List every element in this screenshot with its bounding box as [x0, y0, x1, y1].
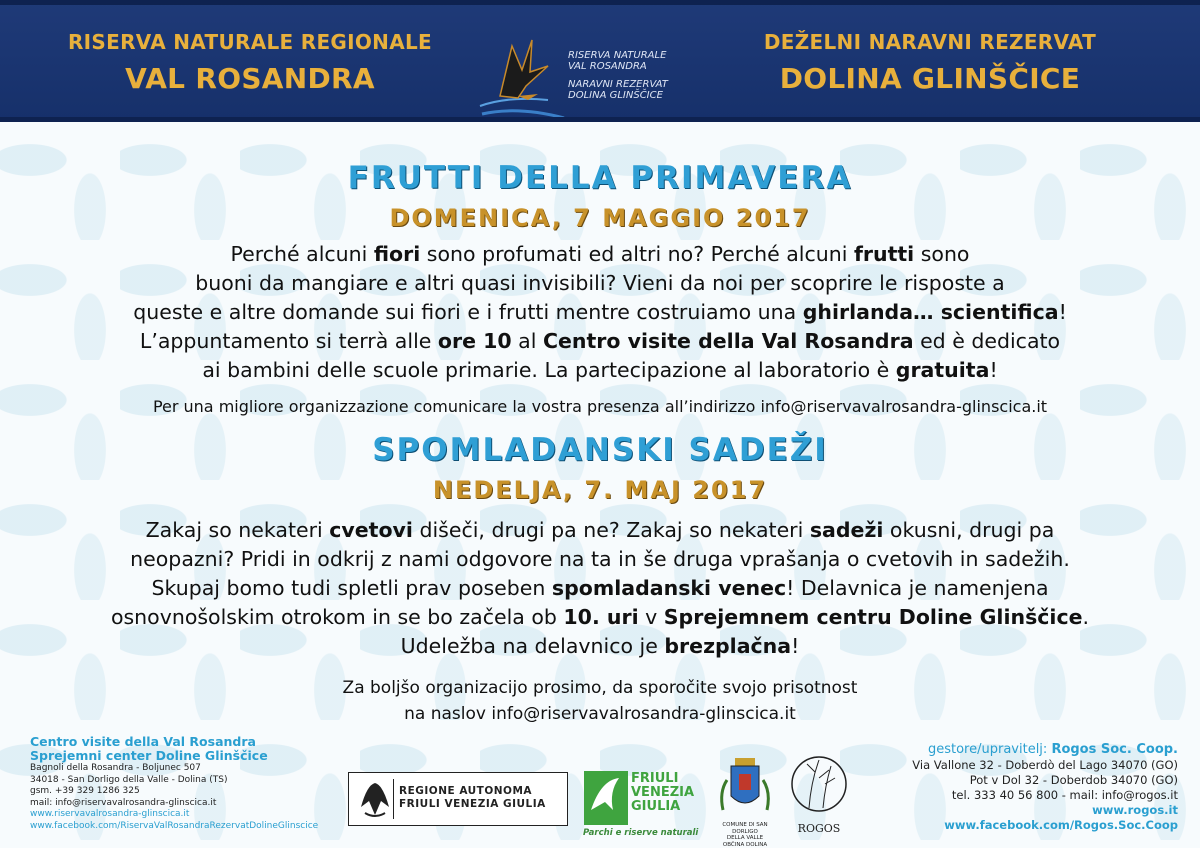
italian-paragraph-line: [40, 327, 1160, 356]
italian-paragraph-line: [40, 356, 1160, 385]
rogos-logo: [786, 752, 852, 842]
header-banner: [0, 0, 1200, 122]
slovenian-paragraph: [40, 516, 1160, 661]
italian-date: DOMENICA, 7 MAGGIO 2017: [389, 204, 811, 232]
italian-paragraph-text: al: [511, 329, 543, 353]
slovenian-paragraph-emphasis: 10. uri: [563, 605, 639, 629]
logo-text-1: RISERVA NATURALE: [568, 50, 667, 61]
parks-logo: [583, 770, 699, 838]
reserve-logo: [478, 36, 688, 122]
italian-title: FRUTTI DELLA PRIMAVERA: [347, 160, 853, 196]
slovenian-paragraph-text: ! Delavnica je namenjena: [786, 576, 1049, 600]
visitor-center-address1: Bagnoli della Rosandra - Boljunec 507: [30, 763, 201, 773]
slovenian-paragraph-text: neopazni? Pridi in odkrij z nami odgovore na ta in še druga vprašanja o cvetovih in sadežih.: [130, 547, 1070, 571]
header-left-title: [40, 30, 460, 95]
slovenian-paragraph-line: [40, 574, 1160, 603]
eagle-icon: [355, 777, 395, 821]
italian-paragraph-emphasis: fiori: [373, 242, 421, 266]
slovenian-paragraph-emphasis: sadeži: [809, 518, 884, 542]
parks-word-2: VENEZIA: [631, 785, 695, 800]
slovenian-paragraph-emphasis: cvetovi: [329, 518, 413, 542]
italian-paragraph-text: sono profumati ed altri no? Perché alcuni: [420, 242, 854, 266]
parks-word-1: FRIULI: [631, 771, 679, 786]
slovenian-note-line1: Za boljšo organizacijo prosimo, da sporočite svojo prisotnost: [342, 678, 858, 698]
bat-logo-icon: [478, 36, 568, 122]
visitor-center-facebook-link[interactable]: www.facebook.com/RiservaValRosandraRezervatDolineGlinscice: [30, 820, 319, 831]
header-right-line2: DOLINA GLINŠČICE: [779, 62, 1081, 95]
manager-name: Rogos Soc. Coop.: [1051, 742, 1178, 757]
header-right-title: [720, 30, 1140, 95]
slovenian-paragraph-text: osnovnošolskim otrokom in se bo začela ob: [110, 605, 564, 629]
slovenian-note-line2: na naslov info@riservavalrosandra-glinscica.it: [404, 704, 796, 724]
italian-paragraph-emphasis: frutti: [853, 242, 915, 266]
italian-paragraph-text: Perché alcuni: [230, 242, 374, 266]
comune-logo: [712, 752, 778, 848]
italian-paragraph-emphasis: gratuita: [895, 358, 990, 382]
italian-paragraph-text: sono: [914, 242, 970, 266]
slovenian-paragraph-text: dišeči, drugi pa ne? Zakaj so nekateri: [412, 518, 810, 542]
slovenian-paragraph-text: .: [1082, 605, 1090, 629]
slovenian-paragraph-text: Skupaj bomo tudi spletli prav poseben: [151, 576, 552, 600]
logo-text-2: VAL ROSANDRA: [568, 61, 647, 72]
slovenian-paragraph-line: [40, 632, 1160, 661]
header-top-band: [0, 0, 1200, 5]
slovenian-paragraph-line: [40, 545, 1160, 574]
italian-paragraph-text: queste e altre domande sui fiori e i frutti mentre costruiamo una: [133, 300, 803, 324]
slovenian-paragraph-text: !: [791, 634, 800, 658]
italian-note: Per una migliore organizzazione comunicare la vostra presenza all’indirizzo info@riservavalrosandra-glinscica.it: [152, 397, 1048, 416]
coat-of-arms-icon: [715, 752, 775, 820]
logo-text-3: NARAVNI REZERVAT: [568, 79, 668, 90]
italian-paragraph-emphasis: ghirlanda… scientifica: [802, 300, 1059, 324]
italian-paragraph-text: ai bambini delle scuole primarie. La partecipazione al laboratorio è: [202, 358, 896, 382]
manager-facebook-link[interactable]: www.facebook.com/Rogos.Soc.Coop: [944, 818, 1178, 832]
region-fvg-logo: [348, 772, 568, 826]
region-logo-text: [399, 785, 546, 811]
manager-info: [858, 742, 1178, 833]
visitor-center-website-link[interactable]: www.riservavalrosandra-glinscica.it: [30, 809, 190, 819]
visitor-center-title-sl: Sprejemni center Doline Glinščice: [30, 748, 268, 763]
italian-paragraph: [40, 240, 1160, 385]
italian-paragraph-emphasis: ore 10: [437, 329, 512, 353]
manager-address2: Pot v Dol 32 - Doberdob 34070 (GO): [969, 773, 1178, 787]
slovenian-paragraph-text: Zakaj so nekateri: [145, 518, 330, 542]
comune-caption-line2: DELLA VALLE: [726, 835, 764, 841]
italian-paragraph-text: buoni da mangiare e altri quasi invisibili? Vieni da noi per scoprire le risposte a: [195, 271, 1005, 295]
region-logo-line2: FRIULI VENEZIA GIULIA: [399, 798, 546, 810]
region-logo-line1: REGIONE AUTONOMA: [399, 785, 533, 797]
slovenian-paragraph-text: Udeležba na delavnico je: [400, 634, 665, 658]
manager-website-link[interactable]: www.rogos.it: [1092, 803, 1178, 817]
italian-paragraph-line: [40, 269, 1160, 298]
slovenian-title: SPOMLADANSKI SADEŽI: [372, 432, 828, 468]
comune-caption-line1: COMUNE DI SAN DORLIGO: [722, 822, 768, 835]
header-right-line1: DEŽELNI NARAVNI REZERVAT: [763, 30, 1097, 54]
parks-word-3: GIULIA: [631, 799, 681, 814]
comune-caption-line3: OBČINA DOLINA: [722, 841, 768, 848]
manager-prefix: gestore/upravitelj:: [927, 742, 1052, 757]
header-left-line1: RISERVA NATURALE REGIONALE: [67, 30, 432, 54]
slovenian-paragraph-line: [40, 603, 1160, 632]
italian-paragraph-line: [40, 240, 1160, 269]
region-logo-divider: [393, 779, 394, 819]
slovenian-date: NEDELJA, 7. MAJ 2017: [432, 476, 768, 504]
visitor-center-phone: gsm. +39 329 1286 325: [30, 786, 140, 796]
italian-paragraph-text: L’appuntamento si terrà alle: [139, 329, 438, 353]
visitor-center-info: [30, 735, 350, 832]
slovenian-paragraph-text: okusni, drugi pa: [883, 518, 1055, 542]
parks-bird-icon: [583, 770, 629, 826]
italian-paragraph-line: [40, 298, 1160, 327]
slovenian-paragraph-line: [40, 516, 1160, 545]
visitor-center-address2: 34018 - San Dorligo della Valle - Dolina (TS): [30, 774, 228, 785]
slovenian-note: [0, 675, 1200, 727]
rogos-emblem-icon: [789, 752, 849, 818]
italian-paragraph-text: !: [1058, 300, 1067, 324]
italian-paragraph-emphasis: Centro visite della Val Rosandra: [542, 329, 914, 353]
slovenian-paragraph-emphasis: Sprejemnem centru Doline Glinščice: [663, 605, 1083, 629]
logo-text-4: DOLINA GLINŠČICE: [568, 90, 663, 101]
slovenian-paragraph-text: v: [638, 605, 664, 629]
slovenian-paragraph-emphasis: spomladanski venec: [551, 576, 787, 600]
manager-title: [858, 742, 1178, 758]
visitor-center-title-it: Centro visite della Val Rosandra: [30, 734, 256, 749]
slovenian-paragraph-emphasis: brezplačna: [664, 634, 792, 658]
italian-paragraph-text: ed è dedicato: [913, 329, 1061, 353]
header-left-line2: VAL ROSANDRA: [125, 62, 375, 95]
main-content: [0, 122, 1200, 727]
italian-paragraph-text: !: [989, 358, 998, 382]
parks-caption: Parchi e riserve naturali: [583, 828, 699, 838]
manager-address1: Via Vallone 32 - Doberdò del Lago 34070 (GO): [912, 758, 1178, 772]
comune-caption: [712, 822, 778, 848]
rogos-caption: ROGOS: [797, 822, 841, 835]
visitor-center-mail[interactable]: mail: info@riservavalrosandra-glinscica.it: [30, 797, 217, 808]
manager-contact: tel. 333 40 56 800 - mail: info@rogos.it: [951, 788, 1178, 802]
